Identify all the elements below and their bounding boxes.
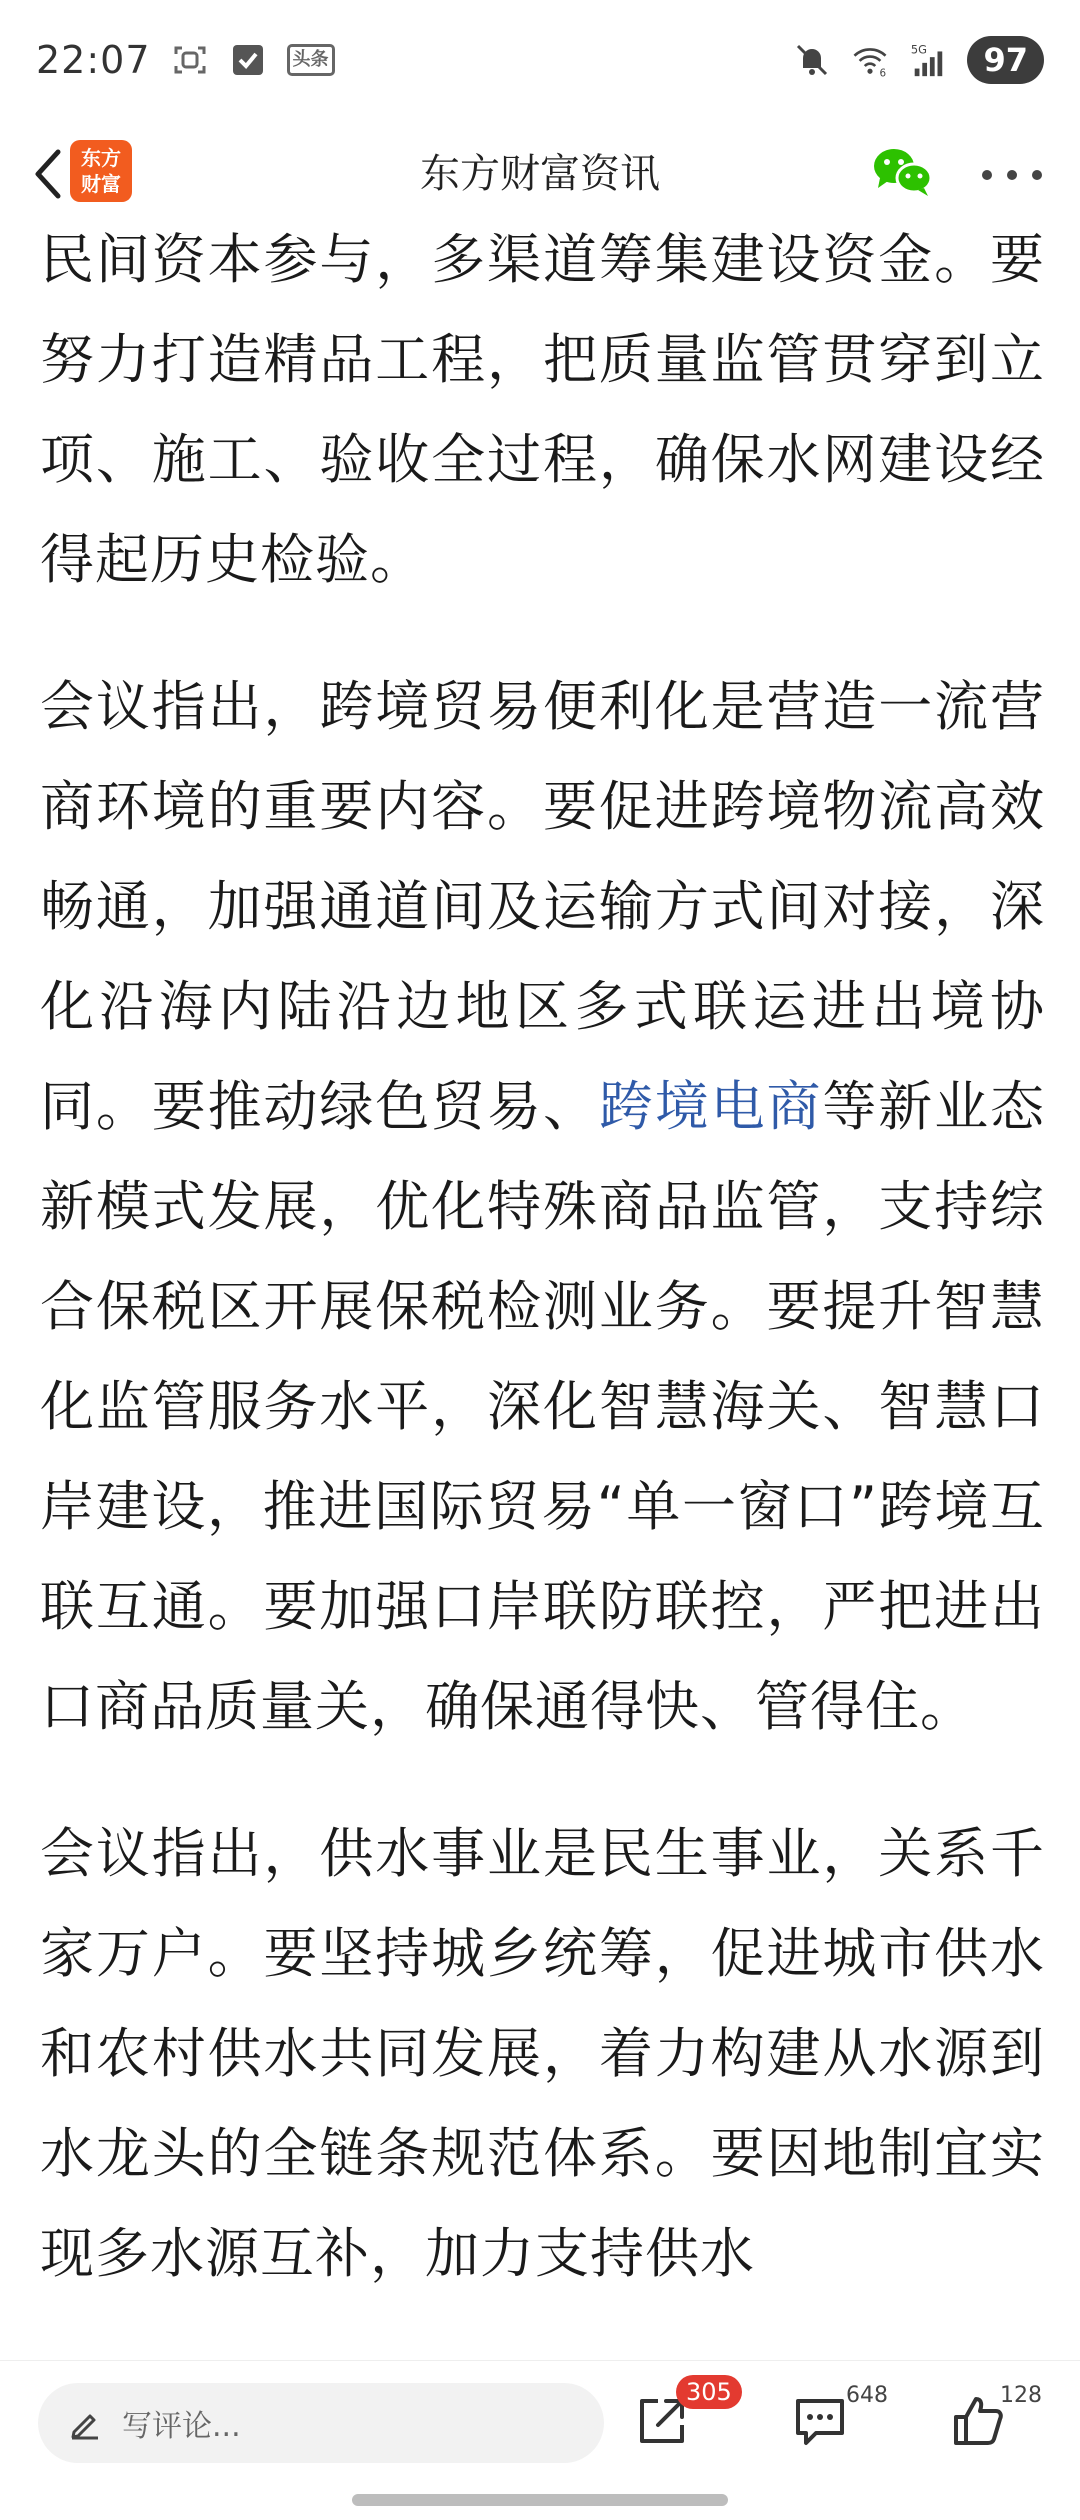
status-right	[793, 36, 1044, 84]
battery-indicator: 97	[967, 36, 1044, 84]
wechat-icon	[870, 144, 934, 200]
article-paragraph-2	[40, 657, 1045, 1757]
wechat-share-button[interactable]	[870, 144, 934, 200]
like-count: 128	[1000, 2383, 1042, 2408]
home-indicator[interactable]	[352, 2494, 728, 2506]
status-bar	[0, 0, 1080, 120]
paragraph-2-text-a: 会议指出，跨境贸易便利化是营造一流营商环境的重要内容。要促进跨境物流高效畅通，加强通道间及运输方式间对接，深化沿海内陆沿边地区多式联运进出境协同。要推动绿色贸易、	[40, 675, 1045, 1138]
signal-label: 5G	[911, 42, 928, 57]
comment-input[interactable]	[38, 2383, 604, 2463]
share-count-badge: 305	[676, 2375, 742, 2409]
cross-border-ecommerce-link[interactable]: 跨境电商	[598, 1075, 823, 1138]
comments-button[interactable]	[790, 2391, 850, 2451]
pen-icon	[68, 2406, 102, 2440]
logo-line2: 财富	[81, 172, 121, 196]
paragraph-2-text-b: 等新业态新模式发展，优化特殊商品监管，支持综合保税区开展保税检测业务。要提升智慧化监管服务水平，深化智慧海关、智慧口岸建设，推进国际贸易“单一窗口”跨境互联互通。要加强口岸联防联控，严把进出口商品质量关，确保通得快、管得住。	[40, 1075, 1045, 1738]
mute-icon	[793, 41, 831, 79]
wifi-icon	[851, 41, 889, 79]
wifi-label: 6	[879, 67, 887, 79]
article-paragraph-1: 民间资本参与，多渠道筹集建设资金。要努力打造精品工程，把质量监管贯穿到立项、施工、验收全过程，确保水网建设经得起历史检验。	[40, 230, 1045, 591]
thumbs-up-icon	[948, 2391, 1008, 2451]
toutiao-icon: 头条	[287, 44, 335, 76]
more-dot-icon	[982, 170, 992, 180]
screenshot-icon	[171, 41, 209, 79]
source-logo[interactable]	[70, 140, 132, 202]
back-button[interactable]	[22, 144, 72, 204]
article-paragraph-3: 会议指出，供水事业是民生事业，关系千家万户。要坚持城乡统筹，促进城市供水和农村供水共同发展，着力构建从水源到水龙头的全链条规范体系。要因地制宜实现多水源互补，加力支持供水	[40, 1822, 1045, 2285]
more-dot-icon	[1032, 170, 1042, 180]
comment-placeholder: 写评论...	[122, 2409, 241, 2444]
signal-icon	[909, 41, 947, 79]
page-title: 东方财富资讯	[420, 151, 660, 197]
more-options-button[interactable]	[982, 150, 1042, 200]
nav-bar	[0, 120, 1080, 228]
comment-icon	[790, 2391, 850, 2451]
like-button[interactable]	[948, 2391, 1008, 2451]
article-body	[40, 230, 1045, 2360]
checkbox-icon	[229, 41, 267, 79]
logo-line1: 东方	[81, 146, 121, 170]
status-time: 22:07	[36, 38, 151, 82]
chevron-left-icon	[32, 148, 62, 200]
status-left	[36, 38, 335, 82]
comment-count: 648	[846, 2383, 888, 2408]
more-dot-icon	[1007, 170, 1017, 180]
